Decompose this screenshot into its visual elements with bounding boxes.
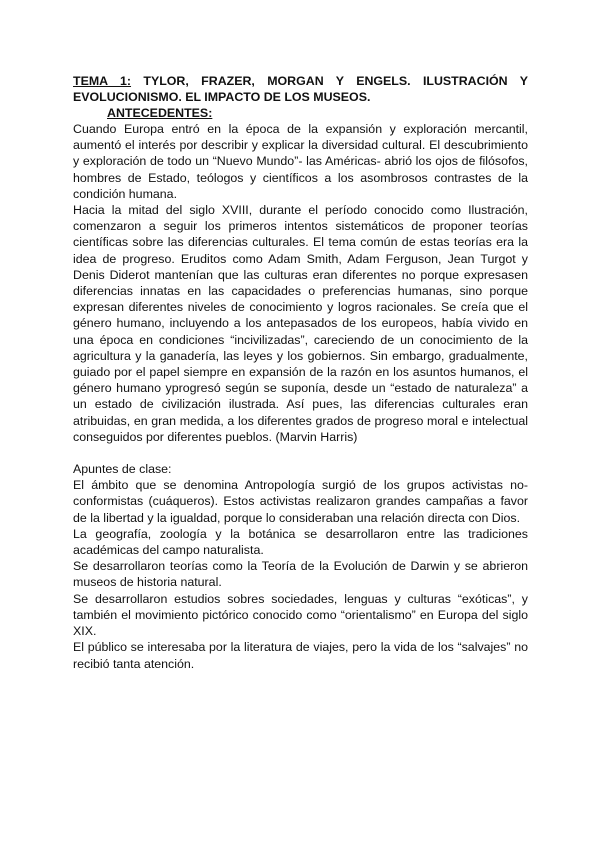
paragraph: Se desarrollaron teorías como la Teoría de la Evolución de Darwin y se abrieron museos de historia natural. — [73, 559, 528, 590]
document-title — [73, 73, 528, 105]
paragraph: El ámbito que se denomina Antropología surgió de los grupos activistas no-conformistas (cuáqueros). Estos activistas realizaron grandes campañas a favor de la libertad y la igualdad, porque lo consideraban una relación directa con Dios. — [73, 478, 528, 525]
paragraph: La geografía, zoología y la botánica se desarrollaron entre las tradiciones académicas del campo naturalista. — [73, 526, 528, 558]
notes-heading: Apuntes de clase: — [73, 462, 172, 477]
paragraph: Cuando Europa entró en la época de la expansión y exploración mercantil, aumentó el interés por describir y explicar la diversidad cultural. El descubrimiento y exploración de todo un “Nuevo Mundo”- las Américas- abrió los ojos de filósofos, hombres de Estado, teólogos y científicos a los asombrosos contrastes de la condición humana. — [73, 122, 528, 201]
paragraph: El público se interesaba por la literatura de viajes, pero la vida de los “salvajes” no recibió tanta atención. — [73, 640, 528, 671]
paragraph: Se desarrollaron estudios sobres sociedades, lenguas y culturas “exóticas”, y también el movimiento pictórico conocido como “orientalismo” en Europa del siglo XIX. — [73, 591, 528, 639]
spacer — [73, 445, 528, 461]
title-prefix: TEMA 1: — [73, 74, 132, 88]
title-text: TYLOR, FRAZER, MORGAN Y ENGELS. ILUSTRACIÓN Y EVOLUCIONISMO. EL IMPACTO DE LOS MUSEOS. — [73, 74, 529, 104]
section-heading: ANTECEDENTES: — [107, 106, 213, 120]
paragraph: Hacia la mitad del siglo XVIII, durante el período conocido como Ilustración, comenzaron a seguir los primeros intentos sistemáticos de proponer teorías científicas sobre las diferencias culturales. El tema común de estas teorías era la idea de progreso. Eruditos como Adam Smith, Adam Ferguson, Jean Turgot y Denis Diderot mantenían que las culturas eran diferentes no porque expresasen diferencias innatas en las capacidades o preferencias humanas, sino porque expresan diferentes niveles de conocimiento y logros racionales. Se creía que el género humano, incluyendo a los antepasados de los europeos, había vivido en una época en condiciones “incivilizadas”, careciendo de un conocimiento de la agricultura y la ganadería, las leyes y los gobiernos. Sin embargo, gradualmente, guiado por el papel siempre en expansión de la razón en los asuntos humanos, el género humano yprogresó según se suponía, desde un “estado de naturaleza” a un estado de civilización ilustrada. Así pues, las diferencias culturales eran atribuidas, en gran medida, a los diferentes grados de progreso moral e intelectual conseguidos por diferentes pueblos. (Marvin Harris) — [73, 203, 528, 444]
